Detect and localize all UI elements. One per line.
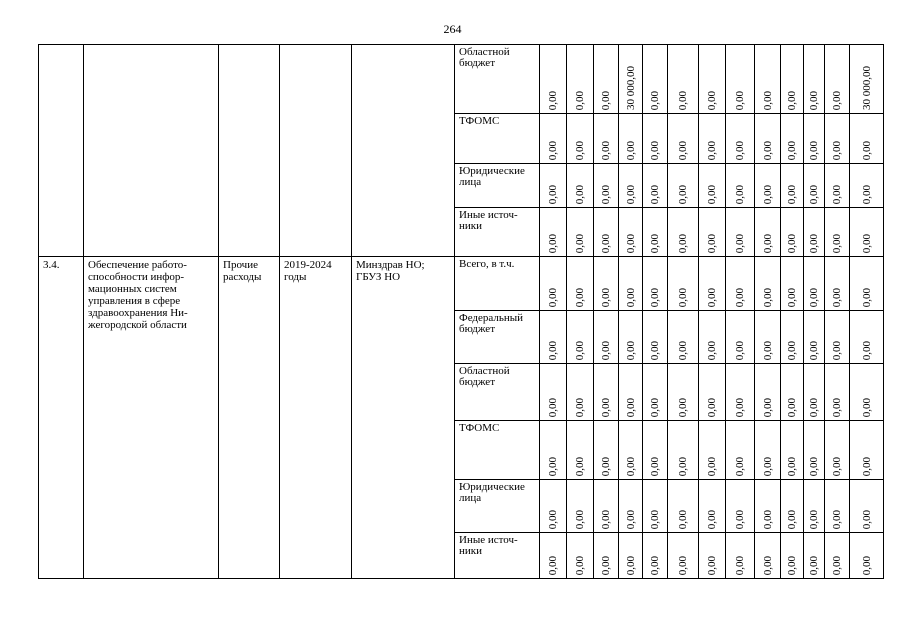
value-cell <box>699 164 726 208</box>
value-text: 0,00 <box>808 555 820 575</box>
value-cell <box>726 421 755 480</box>
value-cell <box>755 311 781 364</box>
funding-source: Областной бюджет <box>455 45 540 114</box>
value-text: 0,00 <box>808 233 820 253</box>
value-text: 0,00 <box>547 340 559 360</box>
value-text: 0,00 <box>761 233 774 253</box>
value-cell <box>850 311 884 364</box>
value-cell <box>619 311 643 364</box>
value-cell <box>567 164 594 208</box>
value-cell <box>755 257 781 311</box>
value-text: 0,00 <box>831 90 843 110</box>
value-text: 0,00 <box>624 140 637 160</box>
value-cell <box>619 45 643 114</box>
value-text: 0,00 <box>574 233 586 253</box>
value-cell <box>755 164 781 208</box>
value-cell <box>594 533 619 579</box>
value-text: 0,00 <box>574 90 586 110</box>
value-text: 0,00 <box>808 456 820 476</box>
value-text: 0,00 <box>734 456 746 476</box>
value-text: 0,00 <box>808 140 820 160</box>
value-cell <box>804 311 825 364</box>
value-text: 0,00 <box>761 90 774 110</box>
value-cell <box>594 421 619 480</box>
value-cell <box>668 208 699 257</box>
value-cell <box>825 364 850 421</box>
funding-source: ТФОМС <box>455 114 540 164</box>
value-cell <box>850 480 884 533</box>
value-text: 0,00 <box>547 140 559 160</box>
value-cell <box>755 45 781 114</box>
funding-source: Юридические лица <box>455 164 540 208</box>
value-cell <box>726 257 755 311</box>
value-cell <box>781 208 804 257</box>
value-text: 0,00 <box>734 90 746 110</box>
value-cell <box>567 421 594 480</box>
value-text: 0,00 <box>649 287 661 307</box>
value-text: 0,00 <box>808 90 820 110</box>
value-text: 0,00 <box>624 233 637 253</box>
value-cell <box>540 421 567 480</box>
item-number: 3.4. <box>39 257 84 579</box>
value-text: 0,00 <box>547 287 559 307</box>
value-text: 0,00 <box>761 287 774 307</box>
value-cell <box>643 311 668 364</box>
period: 2019-2024 годы <box>280 257 352 579</box>
value-cell <box>668 164 699 208</box>
value-cell <box>540 533 567 579</box>
value-cell <box>567 311 594 364</box>
value-text: 0,00 <box>734 555 746 575</box>
value-text: 0,00 <box>786 233 798 253</box>
value-text: 0,00 <box>600 287 612 307</box>
value-cell <box>755 208 781 257</box>
value-cell <box>567 208 594 257</box>
value-text: 0,00 <box>677 555 689 575</box>
value-text: 0,00 <box>831 397 843 417</box>
value-cell <box>594 114 619 164</box>
value-cell <box>567 257 594 311</box>
value-text: 0,00 <box>649 555 661 575</box>
value-text: 0,00 <box>706 184 718 204</box>
value-text: 0,00 <box>706 90 718 110</box>
value-cell <box>755 533 781 579</box>
value-cell <box>850 45 884 114</box>
value-text: 0,00 <box>574 509 586 529</box>
value-cell <box>643 480 668 533</box>
value-text: 0,00 <box>734 509 746 529</box>
value-cell <box>825 533 850 579</box>
value-cell <box>643 257 668 311</box>
value-cell <box>619 208 643 257</box>
value-text: 0,00 <box>831 287 843 307</box>
value-text: 0,00 <box>734 340 746 360</box>
value-text: 0,00 <box>677 287 689 307</box>
value-cell <box>699 421 726 480</box>
value-text: 0,00 <box>649 456 661 476</box>
value-text: 0,00 <box>860 397 873 417</box>
value-cell <box>540 208 567 257</box>
funding-source: Иные источ-ники <box>455 533 540 579</box>
value-cell <box>825 114 850 164</box>
value-text: 0,00 <box>574 340 586 360</box>
value-text: 0,00 <box>734 233 746 253</box>
value-text: 0,00 <box>761 140 774 160</box>
value-cell <box>540 45 567 114</box>
value-cell <box>726 480 755 533</box>
budget-table <box>38 44 884 579</box>
value-cell <box>804 421 825 480</box>
funding-source: Областной бюджет <box>455 364 540 421</box>
value-cell <box>781 421 804 480</box>
funding-source: Иные источ-ники <box>455 208 540 257</box>
value-text: 0,00 <box>677 184 689 204</box>
value-cell <box>540 364 567 421</box>
value-cell <box>825 208 850 257</box>
value-cell <box>781 311 804 364</box>
value-text: 0,00 <box>808 184 820 204</box>
value-text: 0,00 <box>600 233 612 253</box>
value-text: 0,00 <box>600 140 612 160</box>
value-text: 0,00 <box>761 509 774 529</box>
value-text: 0,00 <box>761 555 774 575</box>
funding-source: Всего, в т.ч. <box>455 257 540 311</box>
value-text: 0,00 <box>649 184 661 204</box>
value-cell <box>594 257 619 311</box>
value-cell <box>668 364 699 421</box>
value-text: 0,00 <box>624 287 637 307</box>
value-cell <box>781 164 804 208</box>
value-cell <box>850 114 884 164</box>
value-cell <box>668 257 699 311</box>
funding-source: Федеральный бюджет <box>455 311 540 364</box>
value-cell <box>699 257 726 311</box>
value-cell <box>850 208 884 257</box>
value-cell <box>668 480 699 533</box>
value-cell <box>755 480 781 533</box>
value-cell <box>726 311 755 364</box>
value-text: 0,00 <box>786 555 798 575</box>
value-text: 0,00 <box>831 184 843 204</box>
value-text: 0,00 <box>574 140 586 160</box>
value-cell <box>699 208 726 257</box>
value-cell <box>726 164 755 208</box>
value-text: 0,00 <box>808 397 820 417</box>
value-text: 0,00 <box>677 90 689 110</box>
value-text: 0,00 <box>600 509 612 529</box>
value-text: 30 000,00 <box>624 66 637 110</box>
value-text: 0,00 <box>860 140 873 160</box>
value-text: 0,00 <box>624 555 637 575</box>
value-cell <box>540 480 567 533</box>
value-cell <box>755 421 781 480</box>
value-text: 0,00 <box>547 90 559 110</box>
value-text: 0,00 <box>574 184 586 204</box>
expense-type: Прочие расходы <box>219 257 280 579</box>
value-cell <box>804 480 825 533</box>
value-cell <box>567 45 594 114</box>
value-cell <box>825 45 850 114</box>
value-cell <box>804 45 825 114</box>
value-cell <box>726 114 755 164</box>
value-text: 0,00 <box>649 509 661 529</box>
value-cell <box>781 114 804 164</box>
value-cell <box>699 45 726 114</box>
value-cell <box>781 45 804 114</box>
value-text: 0,00 <box>677 456 689 476</box>
value-text: 0,00 <box>706 233 718 253</box>
value-text: 0,00 <box>547 233 559 253</box>
value-cell <box>825 480 850 533</box>
value-text: 0,00 <box>761 456 774 476</box>
value-cell <box>619 257 643 311</box>
value-cell <box>850 257 884 311</box>
value-text: 0,00 <box>808 287 820 307</box>
value-text: 30 000,00 <box>860 66 873 110</box>
value-cell <box>804 164 825 208</box>
value-text: 0,00 <box>600 90 612 110</box>
value-text: 0,00 <box>677 340 689 360</box>
value-text: 0,00 <box>860 287 873 307</box>
value-cell <box>643 114 668 164</box>
value-cell <box>850 533 884 579</box>
value-cell <box>540 257 567 311</box>
value-cell <box>668 533 699 579</box>
value-cell <box>643 364 668 421</box>
value-cell <box>699 364 726 421</box>
value-text: 0,00 <box>624 397 637 417</box>
value-text: 0,00 <box>860 184 873 204</box>
value-text: 0,00 <box>706 140 718 160</box>
value-cell <box>643 164 668 208</box>
value-text: 0,00 <box>860 233 873 253</box>
value-cell <box>540 114 567 164</box>
value-cell <box>726 45 755 114</box>
value-cell <box>567 114 594 164</box>
value-text: 0,00 <box>734 184 746 204</box>
value-text: 0,00 <box>649 233 661 253</box>
value-text: 0,00 <box>574 555 586 575</box>
value-cell <box>643 533 668 579</box>
value-text: 0,00 <box>786 456 798 476</box>
value-cell <box>726 533 755 579</box>
value-text: 0,00 <box>706 287 718 307</box>
value-cell <box>594 164 619 208</box>
value-cell <box>619 114 643 164</box>
value-text: 0,00 <box>786 397 798 417</box>
page-number: 264 <box>443 22 462 36</box>
value-text: 0,00 <box>734 287 746 307</box>
empty-cell <box>280 45 352 257</box>
value-text: 0,00 <box>706 555 718 575</box>
value-cell <box>781 257 804 311</box>
value-cell <box>755 114 781 164</box>
value-cell <box>850 364 884 421</box>
value-cell <box>726 208 755 257</box>
empty-cell <box>84 45 219 257</box>
value-text: 0,00 <box>786 140 798 160</box>
value-text: 0,00 <box>734 397 746 417</box>
value-text: 0,00 <box>600 456 612 476</box>
value-cell <box>726 364 755 421</box>
executor: Минздрав НО; ГБУЗ НО <box>352 257 455 579</box>
value-text: 0,00 <box>649 340 661 360</box>
value-text: 0,00 <box>706 456 718 476</box>
item-name: Обеспечение работо-способности инфор-мационных систем управления в сфере здравоохранения Ни-жегородской области <box>84 257 219 579</box>
value-cell <box>804 114 825 164</box>
value-cell <box>619 364 643 421</box>
value-cell <box>594 311 619 364</box>
value-cell <box>755 364 781 421</box>
value-text: 0,00 <box>677 140 689 160</box>
value-text: 0,00 <box>786 287 798 307</box>
value-text: 0,00 <box>677 509 689 529</box>
value-text: 0,00 <box>860 456 873 476</box>
value-text: 0,00 <box>831 555 843 575</box>
value-text: 0,00 <box>831 509 843 529</box>
value-cell <box>594 45 619 114</box>
value-text: 0,00 <box>831 233 843 253</box>
value-cell <box>825 311 850 364</box>
value-cell <box>825 421 850 480</box>
value-text: 0,00 <box>706 509 718 529</box>
value-cell <box>619 421 643 480</box>
value-text: 0,00 <box>808 509 820 529</box>
value-cell <box>540 164 567 208</box>
value-cell <box>699 533 726 579</box>
value-text: 0,00 <box>624 340 637 360</box>
value-text: 0,00 <box>831 456 843 476</box>
value-cell <box>781 533 804 579</box>
value-text: 0,00 <box>860 509 873 529</box>
value-cell <box>804 208 825 257</box>
value-text: 0,00 <box>649 140 661 160</box>
value-cell <box>699 114 726 164</box>
value-text: 0,00 <box>706 340 718 360</box>
value-text: 0,00 <box>786 184 798 204</box>
value-text: 0,00 <box>860 555 873 575</box>
value-cell <box>619 533 643 579</box>
value-cell <box>825 257 850 311</box>
value-cell <box>668 311 699 364</box>
value-cell <box>668 45 699 114</box>
value-text: 0,00 <box>831 140 843 160</box>
value-text: 0,00 <box>600 397 612 417</box>
value-cell <box>699 480 726 533</box>
value-cell <box>643 421 668 480</box>
value-cell <box>540 311 567 364</box>
value-text: 0,00 <box>547 397 559 417</box>
value-cell <box>567 480 594 533</box>
funding-source: Юридические лица <box>455 480 540 533</box>
value-text: 0,00 <box>761 184 774 204</box>
value-text: 0,00 <box>808 340 820 360</box>
funding-source: ТФОМС <box>455 421 540 480</box>
value-cell <box>668 114 699 164</box>
value-cell <box>804 533 825 579</box>
value-text: 0,00 <box>761 397 774 417</box>
value-cell <box>567 533 594 579</box>
value-text: 0,00 <box>677 397 689 417</box>
value-cell <box>804 257 825 311</box>
value-cell <box>594 208 619 257</box>
value-text: 0,00 <box>786 509 798 529</box>
empty-cell <box>352 45 455 257</box>
value-text: 0,00 <box>624 184 637 204</box>
value-text: 0,00 <box>547 184 559 204</box>
value-cell <box>781 364 804 421</box>
value-text: 0,00 <box>649 90 661 110</box>
value-text: 0,00 <box>624 509 637 529</box>
value-text: 0,00 <box>860 340 873 360</box>
value-cell <box>699 311 726 364</box>
value-text: 0,00 <box>600 184 612 204</box>
value-text: 0,00 <box>600 340 612 360</box>
value-cell <box>850 164 884 208</box>
value-text: 0,00 <box>574 456 586 476</box>
value-cell <box>668 421 699 480</box>
value-text: 0,00 <box>831 340 843 360</box>
value-text: 0,00 <box>547 509 559 529</box>
value-text: 0,00 <box>547 456 559 476</box>
value-cell <box>804 364 825 421</box>
value-text: 0,00 <box>677 233 689 253</box>
value-text: 0,00 <box>649 397 661 417</box>
value-cell <box>643 208 668 257</box>
value-cell <box>619 480 643 533</box>
table-row <box>39 257 884 311</box>
value-cell <box>567 364 594 421</box>
value-text: 0,00 <box>786 340 798 360</box>
value-cell <box>781 480 804 533</box>
empty-cell <box>219 45 280 257</box>
empty-cell <box>39 45 84 257</box>
value-text: 0,00 <box>574 287 586 307</box>
value-cell <box>619 164 643 208</box>
value-text: 0,00 <box>761 340 774 360</box>
value-cell <box>643 45 668 114</box>
value-cell <box>850 421 884 480</box>
value-cell <box>594 364 619 421</box>
value-cell <box>825 164 850 208</box>
value-text: 0,00 <box>600 555 612 575</box>
value-text: 0,00 <box>547 555 559 575</box>
value-text: 0,00 <box>574 397 586 417</box>
value-text: 0,00 <box>786 90 798 110</box>
value-text: 0,00 <box>706 397 718 417</box>
table-row <box>39 45 884 114</box>
value-text: 0,00 <box>624 456 637 476</box>
value-text: 0,00 <box>734 140 746 160</box>
value-cell <box>594 480 619 533</box>
